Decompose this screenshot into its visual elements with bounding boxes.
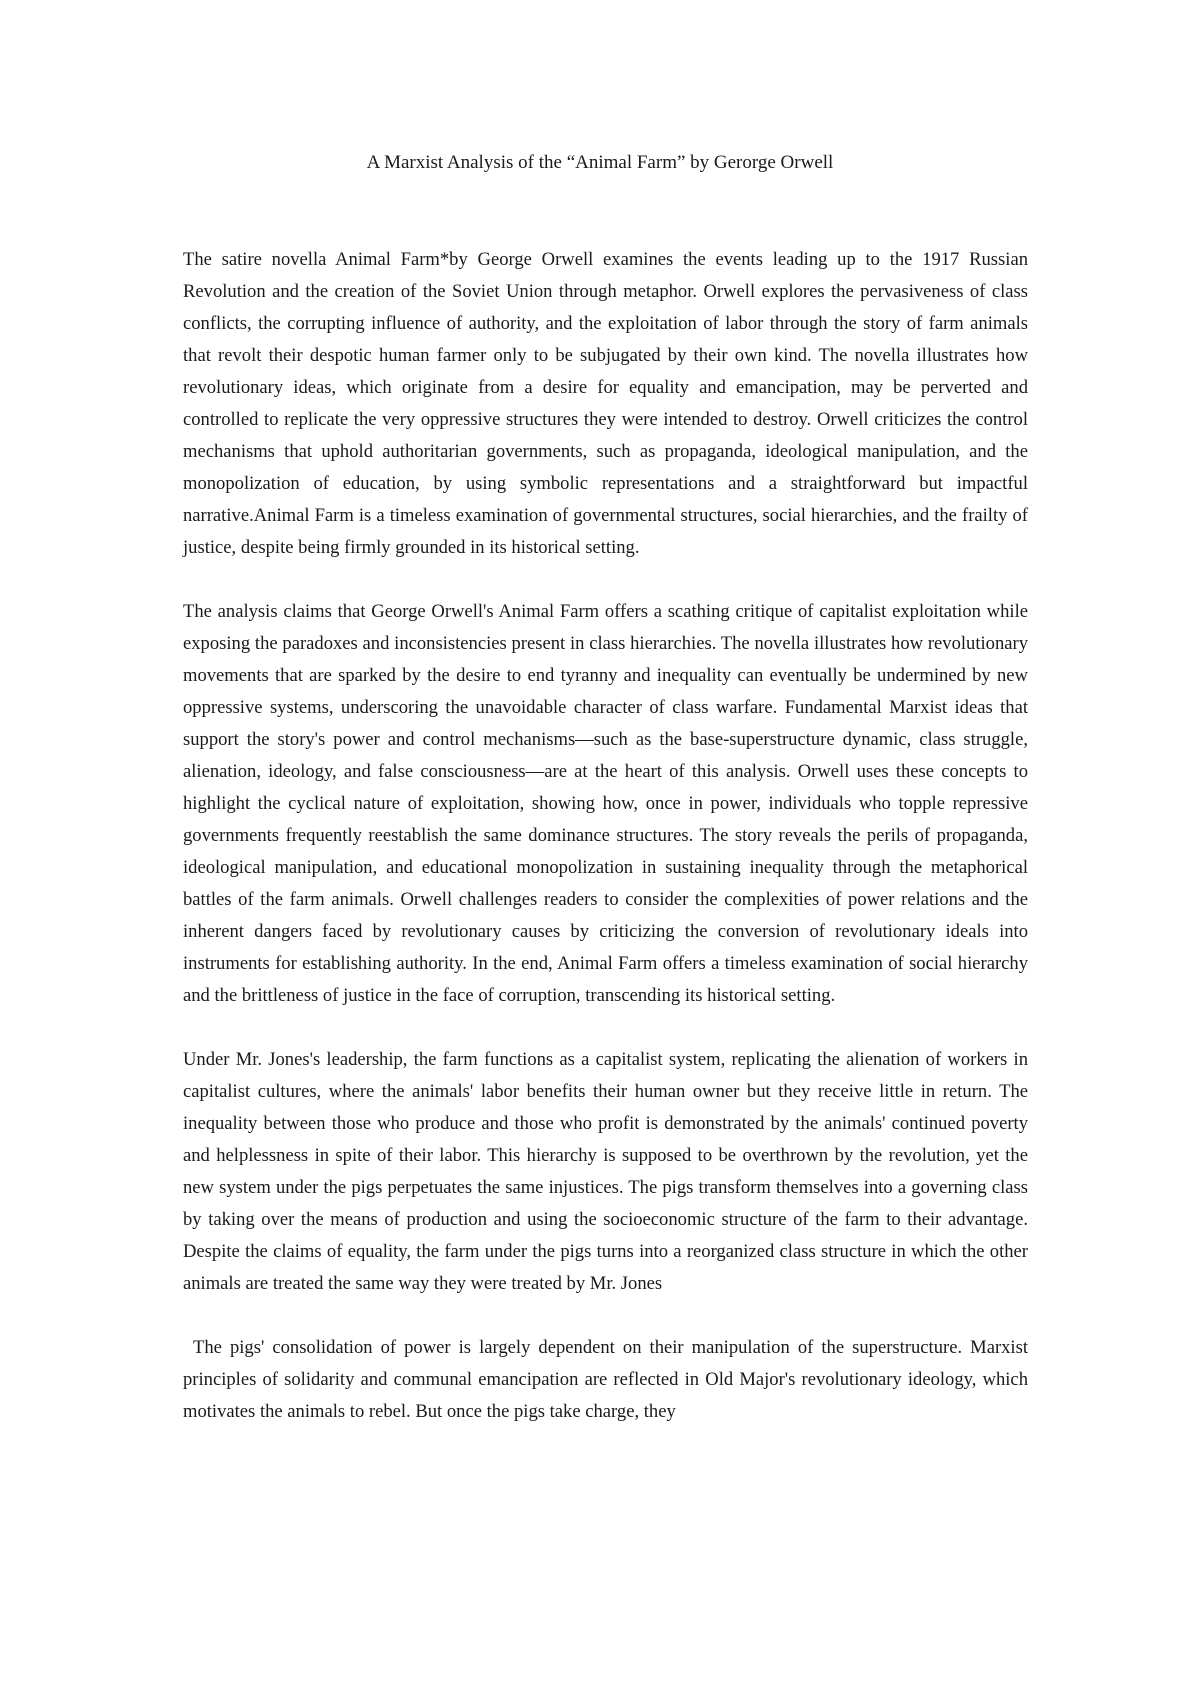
document-body bbox=[183, 244, 1028, 1460]
paragraph-analysis-claim: The analysis claims that George Orwell's Animal Farm offers a scathing critique of capitalist exploitation while exposing the paradoxes and inconsistencies present in class hierarchies. The novella illustrates how revolutionary movements that are sparked by the desire to end tyranny and inequality can eventually be undermined by new oppressive systems, underscoring the unavoidable character of class warfare. Fundamental Marxist ideas that support the story's power and control mechanisms—such as the base-superstructure dynamic, class struggle, alienation, ideology, and false consciousness—are at the heart of this analysis. Orwell uses these concepts to highlight the cyclical nature of exploitation, showing how, once in power, individuals who topple repressive governments frequently reestablish the same dominance structures. The story reveals the perils of propaganda, ideological manipulation, and educational monopolization in sustaining inequality through the metaphorical battles of the farm animals. Orwell challenges readers to consider the complexities of power relations and the inherent dangers faced by revolutionary causes by criticizing the conversion of revolutionary ideals into instruments for establishing authority. In the end, Animal Farm offers a timeless examination of social hierarchy and the brittleness of justice in the face of corruption, transcending its historical setting. bbox=[183, 601, 1028, 1006]
paragraph-mr-jones: Under Mr. Jones's leadership, the farm functions as a capitalist system, replicating the alienation of workers in capitalist cultures, where the animals' labor benefits their human owner but they receive little in return. The inequality between those who produce and those who profit is demonstrated by the animals' continued poverty and helplessness in spite of their labor. This hierarchy is supposed to be overthrown by the revolution, yet the new system under the pigs perpetuates the same injustices. The pigs transform themselves into a governing class by taking over the means of production and using the socioeconomic structure of the farm to their advantage. Despite the claims of equality, the farm under the pigs turns into a reorganized class structure in which the other animals are treated the same way they were treated by Mr. Jones bbox=[183, 1049, 1028, 1294]
paragraph-pigs-power: The pigs' consolidation of power is largely dependent on their manipulation of the superstructure. Marxist principles of solidarity and communal emancipation are reflected in Old Major's revolutionary ideology, which motivates the animals to rebel. But once the pigs take charge, they bbox=[183, 1337, 1028, 1422]
page-title: A Marxist Analysis of the “Animal Farm” by Gerorge Orwell bbox=[366, 152, 834, 173]
paragraph-intro: The satire novella Animal Farm*by George Orwell examines the events leading up to the 1917 Russian Revolution and the creation of the Soviet Union through metaphor. Orwell explores the pervasiveness of class conflicts, the corrupting influence of authority, and the exploitation of labor through the story of farm animals that revolt their despotic human farmer only to be subjugated by their own kind. The novella illustrates how revolutionary ideas, which originate from a desire for equality and emancipation, may be perverted and controlled to replicate the very oppressive structures they were intended to destroy. Orwell criticizes the control mechanisms that uphold authoritarian governments, such as propaganda, ideological manipulation, and the monopolization of education, by using symbolic representations and a straightforward but impactful narrative.Animal Farm is a timeless examination of governmental structures, social hierarchies, and the frailty of justice, despite being firmly grounded in its historical setting. bbox=[183, 249, 1028, 558]
